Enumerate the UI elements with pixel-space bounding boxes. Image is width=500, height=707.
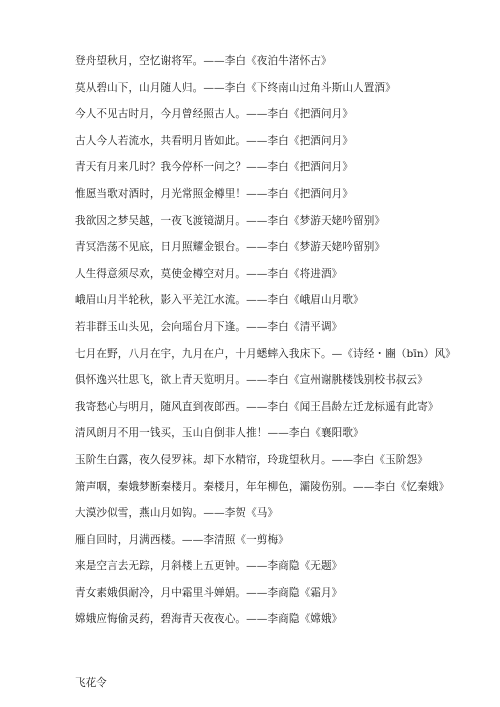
poem-line: 嫦娥应悔偷灵药，碧海青天夜夜心。——李商隐《嫦娥》: [75, 613, 343, 626]
poem-line: 大漠沙似雪，燕山月如钩。——李贺《马》: [75, 507, 279, 520]
poem-line: 古人今人若流水，共看明月皆如此。——李白《把酒问月》: [75, 134, 354, 147]
poem-line: 人生得意须尽欢，莫使金樽空对月。——李白《将进酒》: [75, 267, 343, 280]
poem-line: 登舟望秋月，空忆谢将军。——李白《夜泊牛渚怀古》: [75, 55, 332, 67]
poem-line: 惟愿当歌对酒时，月光常照金樽里！——李白《把酒问月》: [75, 187, 354, 200]
poem-line: 我寄愁心与明月，随风直到夜郎西。——李白《闻王昌龄左迁龙标遥有此寄》: [75, 400, 439, 413]
poem-line: 青冥浩荡不见底，日月照耀金银台。——李白《梦游天姥吟留别》: [75, 241, 386, 254]
poem-line: 青女素娥俱耐冷，月中霜里斗婵娟。——李商隐《霜月》: [75, 586, 343, 599]
page-footer: 飞花令: [75, 677, 107, 689]
poem-line-list: [75, 53, 485, 638]
poem-line: 来是空言去无踪，月斜楼上五更钟。——李商隐《无题》: [75, 560, 343, 573]
poem-line: 玉阶生白露，夜久侵罗袜。却下水精帘，玲珑望秋月。——李白《玉阶怨》: [75, 453, 428, 466]
poem-line: 莫从碧山下，山月随人归。——李白《下终南山过角斗斯山人置酒》: [75, 81, 396, 94]
poem-line: 清风朗月不用一钱买，玉山自倒非人推！——李白《襄阳歌》: [75, 427, 364, 440]
poem-line: 今人不见古时月，今月曾经照古人。——李白《把酒问月》: [75, 108, 354, 121]
poem-line: 青天有月来几时？我今停杯一问之？——李白《把酒问月》: [75, 161, 354, 174]
poem-line: 箫声咽，秦娥梦断秦楼月。秦楼月，年年柳色，灞陵伤别。——李白《忆秦娥》: [75, 480, 450, 493]
poem-line: 我欲因之梦吴越，一夜飞渡镜湖月。——李白《梦游天姥吟留别》: [75, 214, 386, 227]
poem-line: 雁自回时，月满西楼。——李清照《一剪梅》: [75, 533, 289, 546]
poem-line: 峨眉山月半轮秋，影入平羌江水流。——李白《峨眉山月歌》: [75, 294, 364, 307]
poem-line: 若非群玉山头见，会向瑶台月下逢。——李白《清平调》: [75, 320, 343, 333]
poem-line: 七月在野，八月在宇，九月在户，十月蟋蟀入我床下。—《诗经・豳（bīn）风》: [75, 347, 456, 360]
poem-line: 俱怀逸兴壮思飞，欲上青天览明月。——李白《宣州谢朓楼饯别校书叔云》: [75, 374, 428, 387]
